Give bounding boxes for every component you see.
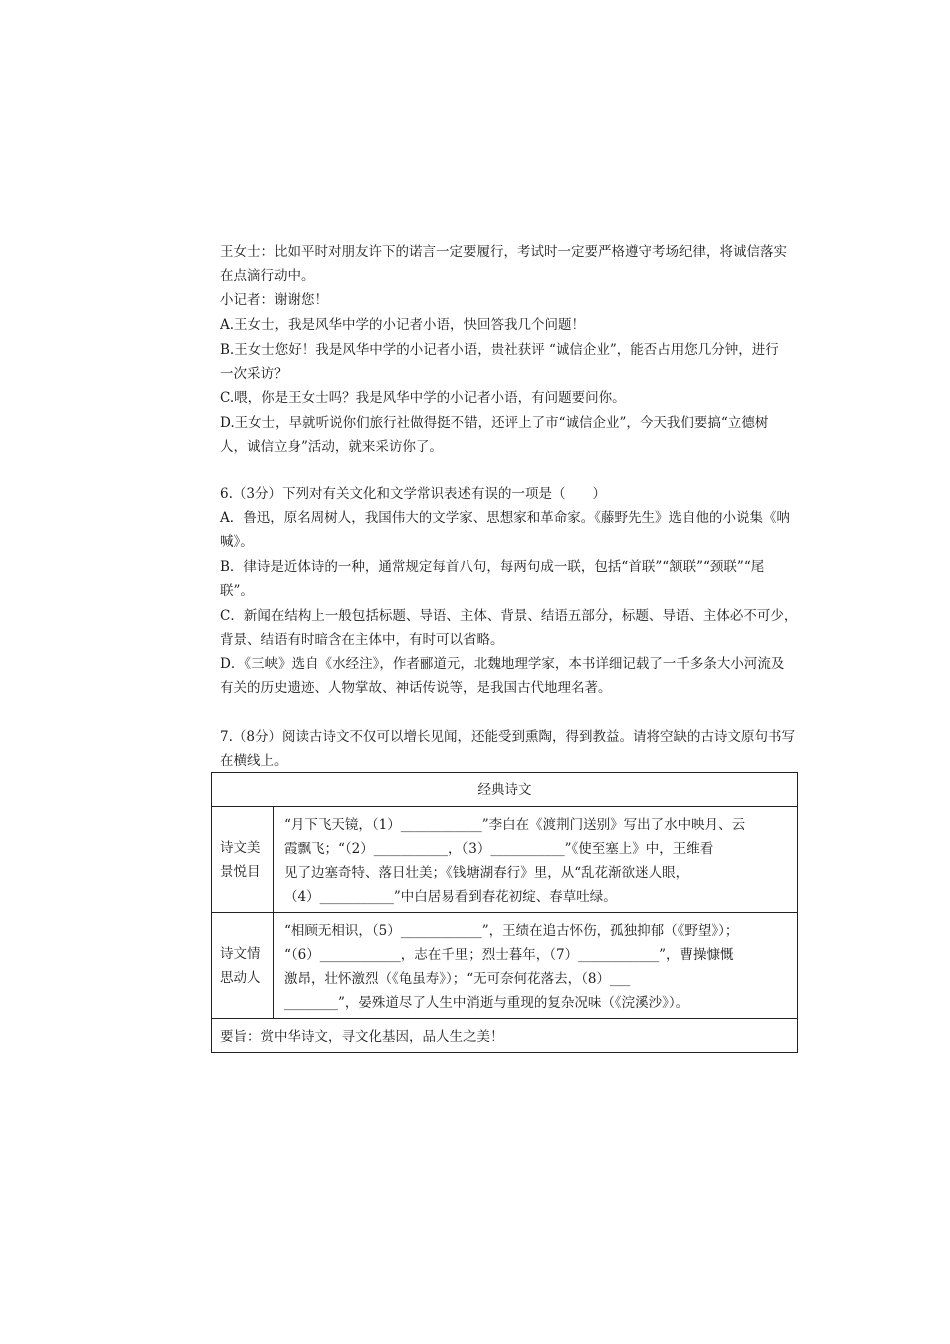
q7-stem: 7.（8分）阅读古诗文不仅可以增长见闻，还能受到熏陶，得到教益。请将空缺的古诗文原句书写 <box>220 729 795 745</box>
fill-blank-line: ________”，晏殊道尽了人生中消逝与重现的复杂况味（《浣溪沙》）。 <box>284 995 690 1011</box>
row-label-scenery <box>212 807 274 912</box>
fill-blank-line: “（6）____________，志在千里；烈士暮年，（7）____________”，曹操慷慨 <box>284 947 734 963</box>
q6-option-d-cont: 有关的历史遗迹、人物掌故、神话传说等，是我国古代地理名著。 <box>220 680 612 696</box>
table-row-emotion <box>212 913 797 1019</box>
dialogue-line: 王女士：比如平时对朋友许下的诺言一定要履行，考试时一定要严格遵守考场纪律，将诚信落实 <box>220 244 787 260</box>
q6-stem: 6.（3分）下列对有关文化和文学常识表述有误的一项是（ ） <box>220 486 606 502</box>
fill-blank-line: “相顾无相识，（5）____________”，王绩在追古怀伤，孤独抑郁（《野望》）； <box>284 923 739 939</box>
row-label-emotion <box>212 913 274 1018</box>
option-c: C.喂，你是王女士吗？我是风华中学的小记者小语，有问题要问你。 <box>220 390 626 406</box>
q6-option-a: A．鲁迅，原名周树人，我国伟大的文学家、思想家和革命家。《藤野先生》选自他的小说集《呐 <box>220 510 790 526</box>
option-b: B.王女士您好！我是风华中学的小记者小语，贵社获评 “诚信企业”，能否占用您几分钟，进行 <box>220 342 779 358</box>
q6-option-b: B．律诗是近体诗的一种，通常规定每首八句，每两句成一联，包括“首联”“颔联”“颈联”“尾 <box>220 559 765 575</box>
option-d-cont: 人，诚信立身”活动，就来采访你了。 <box>220 439 443 455</box>
fill-blank-line: （4）___________”中白居易看到春花初绽、春草吐绿。 <box>284 889 617 905</box>
fill-blank-line: 激昂，壮怀激烈（《龟虽寿》）；“无可奈何花落去，（8）___ <box>284 971 631 987</box>
q6-option-c-cont: 背景、结语有时暗含在主体中，有时可以省略。 <box>220 632 504 648</box>
q6-option-b-cont: 联”。 <box>220 583 254 599</box>
text-line: 见了边塞奇特、落日壮美；《钱塘湖春行》里，从“乱花渐欲迷人眼， <box>284 865 690 881</box>
row-label-text: 诗文美 <box>220 840 261 856</box>
row-label-text: 思动人 <box>220 970 261 986</box>
option-a: A.王女士，我是风华中学的小记者小语，快回答我几个问题！ <box>220 317 586 333</box>
dialogue-line: 小记者：谢谢您！ <box>220 292 328 308</box>
q6-option-c: C．新闻在结构上一般包括标题、导语、主体、背景、结语五部分，标题、导语、主体必不可少， <box>220 608 798 624</box>
q6-option-a-cont: 喊》。 <box>220 534 254 550</box>
option-b-cont: 一次采访？ <box>220 366 288 382</box>
option-d: D.王女士，早就听说你们旅行社做得挺不错，还评上了市“诚信企业”，今天我们要搞“立德树 <box>220 415 769 431</box>
row-label-text: 景悦目 <box>220 864 261 880</box>
table-footer: 要旨：赏中华诗文，寻文化基因，品人生之美！ <box>220 1029 504 1045</box>
q7-stem-cont: 在横线上。 <box>220 753 288 769</box>
row-label-text: 诗文情 <box>220 946 261 962</box>
q6-option-d: D．《三峡》选自《水经注》，作者郦道元，北魏地理学家，本书详细记载了一千多条大小河流及 <box>220 656 785 672</box>
poetry-table <box>211 772 798 1053</box>
table-header: 经典诗文 <box>212 773 797 807</box>
table-row-scenery <box>212 807 797 913</box>
dialogue-line: 在点滴行动中。 <box>220 268 315 284</box>
fill-blank-line: “月下飞天镜，（1）____________”李白在《渡荆门送别》写出了水中映月、云 <box>284 817 746 833</box>
fill-blank-line: 霞飘飞；“（2）___________，（3）___________”《使至塞上》中，王维看 <box>284 841 714 857</box>
